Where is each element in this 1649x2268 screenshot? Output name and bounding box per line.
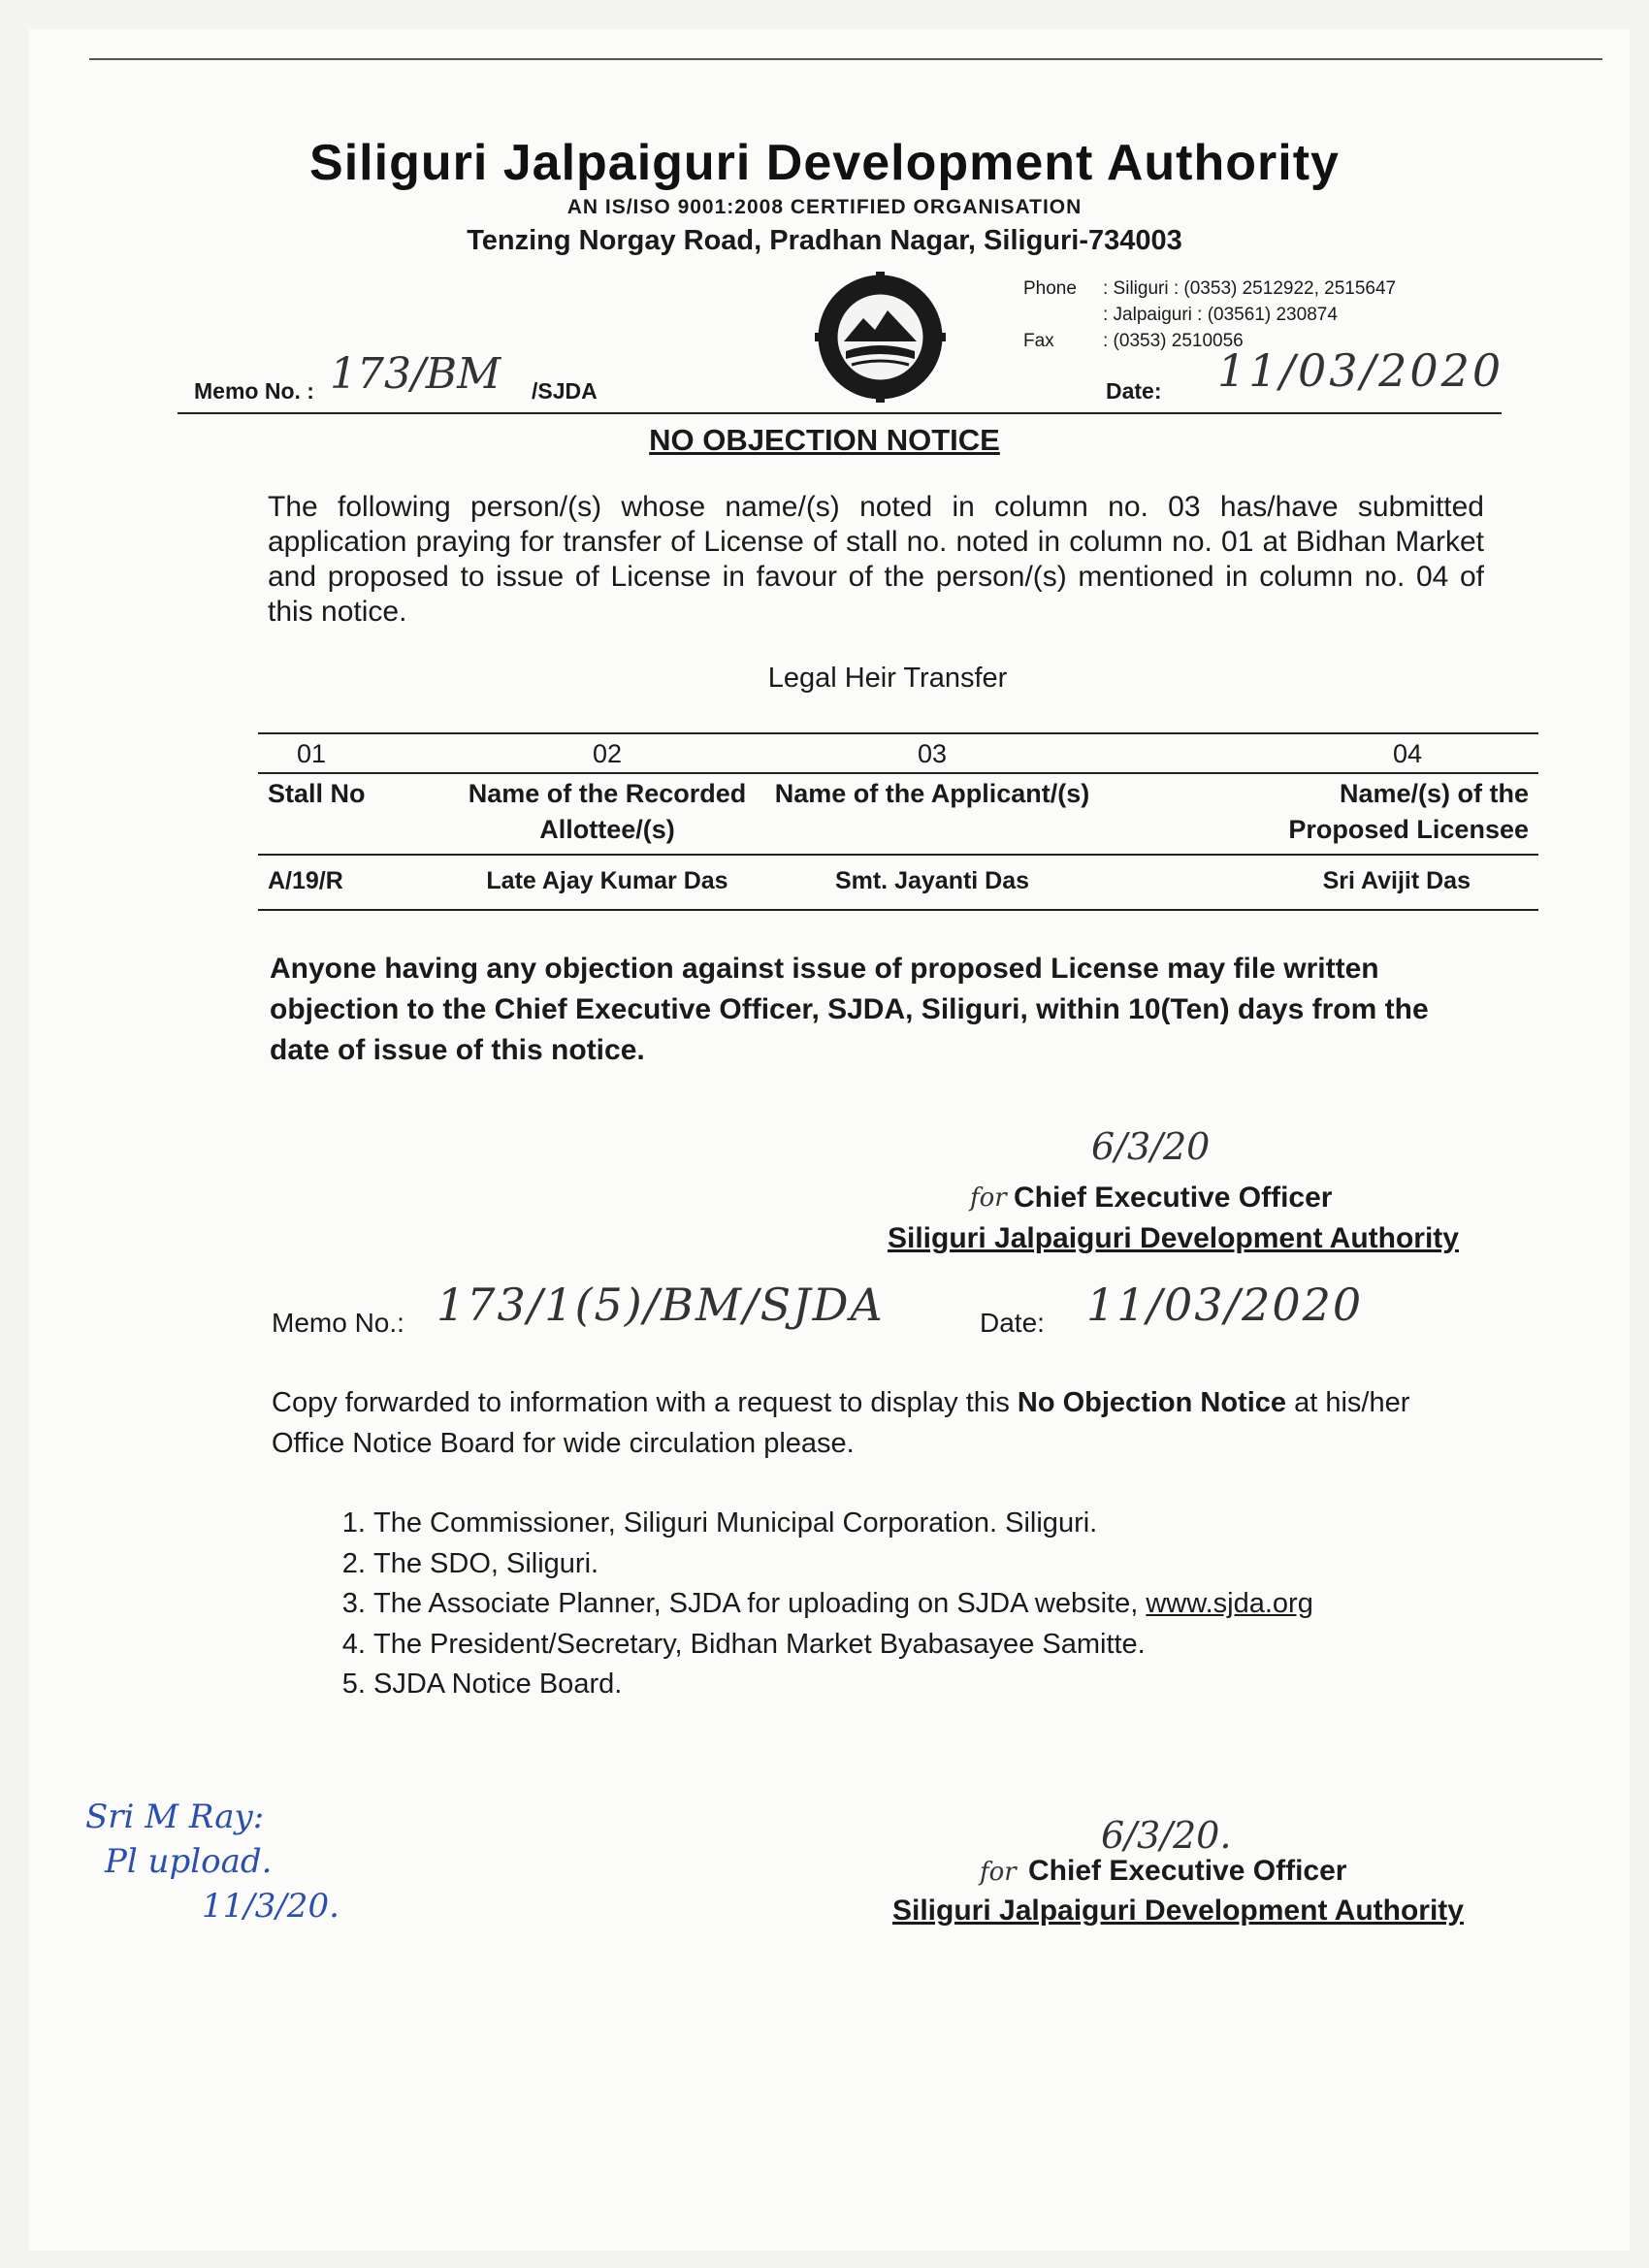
column-header: Stall No	[258, 773, 452, 855]
signatory-org: Siliguri Jalpaiguri Development Authority	[892, 1895, 1464, 1927]
table-cell: Late Ajay Kumar Das	[452, 855, 762, 910]
column-number: 04	[1102, 733, 1538, 773]
memo2-handwritten-number: 173/1(5)/BM/SJDA	[436, 1279, 885, 1331]
margin-note-line: 11/3/20.	[202, 1887, 340, 1926]
org-certification: AN IS/ISO 9001:2008 CERTIFIED ORGANISATION	[566, 196, 1083, 218]
org-name: Siliguri Jalpaiguri Development Authority	[309, 135, 1340, 191]
table-column-numbers	[258, 733, 1538, 773]
column-header: Name/(s) of the Proposed Licensee	[1102, 773, 1538, 855]
list-item	[373, 1665, 1313, 1705]
list-item-text: The Commissioner, Siliguri Municipal Corporation. Siliguri.	[373, 1507, 1098, 1539]
contact-value: : Siliguri : (0353) 2512922, 2515647	[1103, 278, 1397, 299]
signatory-title: Chief Executive Officer	[1014, 1182, 1333, 1214]
table-header-row	[258, 773, 1538, 855]
notice-subtitle: Legal Heir Transfer	[767, 663, 1008, 694]
signature-initials: 6/3/20.	[1101, 1814, 1232, 1857]
signature-initials: 6/3/20	[1091, 1125, 1211, 1168]
column-number: 02	[452, 733, 762, 773]
date-handwritten: 11/03/2020	[1217, 344, 1504, 397]
memo-handwritten-number: 173/BM	[330, 349, 501, 399]
distribution-list	[291, 1504, 1313, 1705]
contact-label: Phone	[1023, 278, 1077, 299]
signatory-org: Siliguri Jalpaiguri Development Authority	[888, 1222, 1459, 1254]
copy-forward-text	[272, 1382, 1474, 1464]
list-item	[373, 1504, 1313, 1544]
contact-block	[1023, 275, 1396, 354]
objection-paragraph: Anyone having any objection against issue of proposed License may file written objection to the Chief Executive Officer, SJDA, Siliguri, within 10(Ten) days from the date of issue of this notice.	[270, 953, 1429, 1066]
memo-label: Memo No. :	[194, 378, 314, 404]
notice-title: NO OBJECTION NOTICE	[649, 423, 1000, 457]
margin-note-line: Sri M Ray:	[85, 1798, 265, 1836]
transfer-table	[258, 732, 1538, 911]
contact-value: : Jalpaiguri : (03561) 230874	[1103, 305, 1338, 325]
list-item	[373, 1625, 1313, 1666]
list-item-text: The SDO, Siliguri.	[373, 1547, 599, 1579]
contact-row	[1023, 302, 1396, 328]
contact-label: Fax	[1023, 331, 1054, 351]
signature-prefix: for	[980, 1858, 1017, 1887]
contact-row	[1023, 275, 1396, 302]
sjda-emblem-icon	[815, 272, 946, 403]
list-item-text: SJDA Notice Board.	[373, 1669, 623, 1700]
copy-text-bold: No Objection Notice	[1017, 1387, 1287, 1418]
table-cell: A/19/R	[258, 855, 452, 910]
copy-text-after: at his/her Office Notice Board for wide circulation please.	[272, 1387, 1410, 1459]
memo2-label: Memo No.:	[272, 1308, 404, 1338]
table-cell: Smt. Jayanti Das	[762, 855, 1102, 910]
memo2-date-label: Date:	[980, 1308, 1045, 1338]
signature-prefix: for	[970, 1183, 1007, 1213]
list-item-text: The Associate Planner, SJDA for uploading on SJDA website,	[373, 1588, 1147, 1619]
contact-value: : (0353) 2510056	[1103, 331, 1244, 351]
table-row	[258, 855, 1538, 910]
sjda-website-link[interactable]: www.sjda.org	[1146, 1588, 1313, 1619]
list-item-text: The President/Secretary, Bidhan Market Byabasayee Samitte.	[373, 1628, 1146, 1660]
table-cell: Sri Avijit Das	[1102, 855, 1538, 910]
notice-paragraph: The following person/(s) whose name/(s) noted in column no. 03 has/have submitted application praying for transfer of License of stall no. noted in column no. 01 at Bidhan Market and proposed to issue of License in favour of the person/(s) mentioned in column no. 04 of this notice.	[268, 491, 1484, 628]
column-number: 01	[258, 733, 452, 773]
top-rule	[89, 58, 1602, 60]
column-header: Name of the Recorded Allottee/(s)	[452, 773, 762, 855]
signatory-title: Chief Executive Officer	[1028, 1855, 1347, 1887]
margin-note-line: Pl upload.	[105, 1842, 273, 1881]
date-label: Date:	[1106, 378, 1162, 404]
handwritten-margin-note	[85, 1795, 376, 1928]
header-rule	[178, 412, 1502, 414]
column-header: Name of the Applicant/(s)	[762, 773, 1102, 855]
org-address: Tenzing Norgay Road, Pradhan Nagar, Siliguri-734003	[467, 225, 1182, 256]
memo-suffix: /SJDA	[532, 378, 598, 404]
copy-text-before: Copy forwarded to information with a request to display this	[272, 1387, 1018, 1418]
column-number: 03	[762, 733, 1102, 773]
list-item	[373, 1544, 1313, 1585]
list-item	[373, 1584, 1313, 1625]
memo2-date-handwritten: 11/03/2020	[1086, 1279, 1364, 1331]
